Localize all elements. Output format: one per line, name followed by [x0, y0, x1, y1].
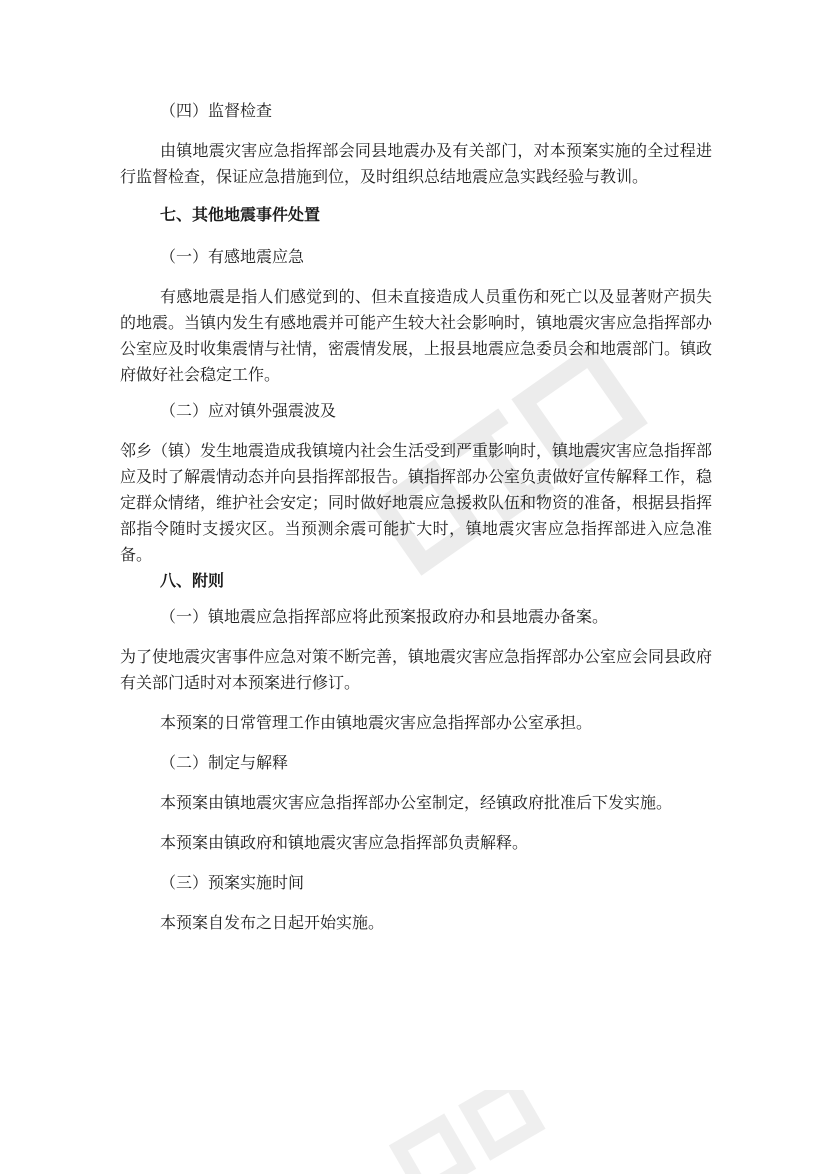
s7-sub1-body: 有感地震是指人们感觉到的、但未直接造成人员重伤和死亡以及显著财产损失的地震。当镇内发生有感地震并可能产生较大社会影响时，镇地震灾害应急指挥部办公室应及时收集震情与社情，密震情发展，上报县地震应急委员会和地震部门。镇政府做好社会稳定工作。 [120, 287, 713, 384]
section8-title: 八、附则 [160, 571, 225, 590]
sub4-title: （四）监督检查 [160, 101, 273, 120]
watermark-icon [370, 1090, 570, 1174]
s8-sub3-title: （三）预案实施时间 [160, 873, 305, 892]
s8-sub2-title: （二）制定与解释 [160, 753, 289, 772]
s8-para2: 本预案的日常管理工作由镇地震灾害应急指挥部办公室承担。 [160, 713, 593, 732]
s7-sub1-title: （一）有感地震应急 [160, 247, 305, 266]
s8-sub2-body2: 本预案由镇政府和镇地震灾害应急指挥部负责解释。 [160, 833, 529, 852]
s8-sub1-title: （一）镇地震应急指挥部应将此预案报政府办和县地震办备案。 [160, 607, 609, 626]
s8-para1: 为了使地震灾害事件应急对策不断完善，镇地震灾害应急指挥部办公室应会同县政府有关部门适时对本预案进行修订。 [120, 647, 713, 692]
s8-sub2-body1: 本预案由镇地震灾害应急指挥部办公室制定，经镇政府批准后下发实施。 [160, 793, 673, 812]
sub4-body: 由镇地震灾害应急指挥部会同县地震办及有关部门，对本预案实施的全过程进行监督检查，保证应急措施到位，及时组织总结地震应急实践经验与教训。 [120, 141, 712, 186]
s8-sub3-body: 本预案自发布之日起开始实施。 [160, 913, 385, 932]
s7-sub2-title: （二）应对镇外强震波及 [160, 401, 337, 420]
s7-sub2-body: 邻乡（镇）发生地震造成我镇境内社会生活受到严重影响时，镇地震灾害应急指挥部应及时了解震情动态并向县指挥部报告。镇指挥部办公室负责做好宣传解释工作，稳定群众情绪，维护社会安定；同时做好地震应急援救队伍和物资的准备，根据县指挥部指令随时支援灾区。当预测余震可能扩大时，镇地震灾害应急指挥部进入应急准备。 [120, 441, 713, 564]
section7-title: 七、其他地震事件处置 [160, 205, 321, 224]
